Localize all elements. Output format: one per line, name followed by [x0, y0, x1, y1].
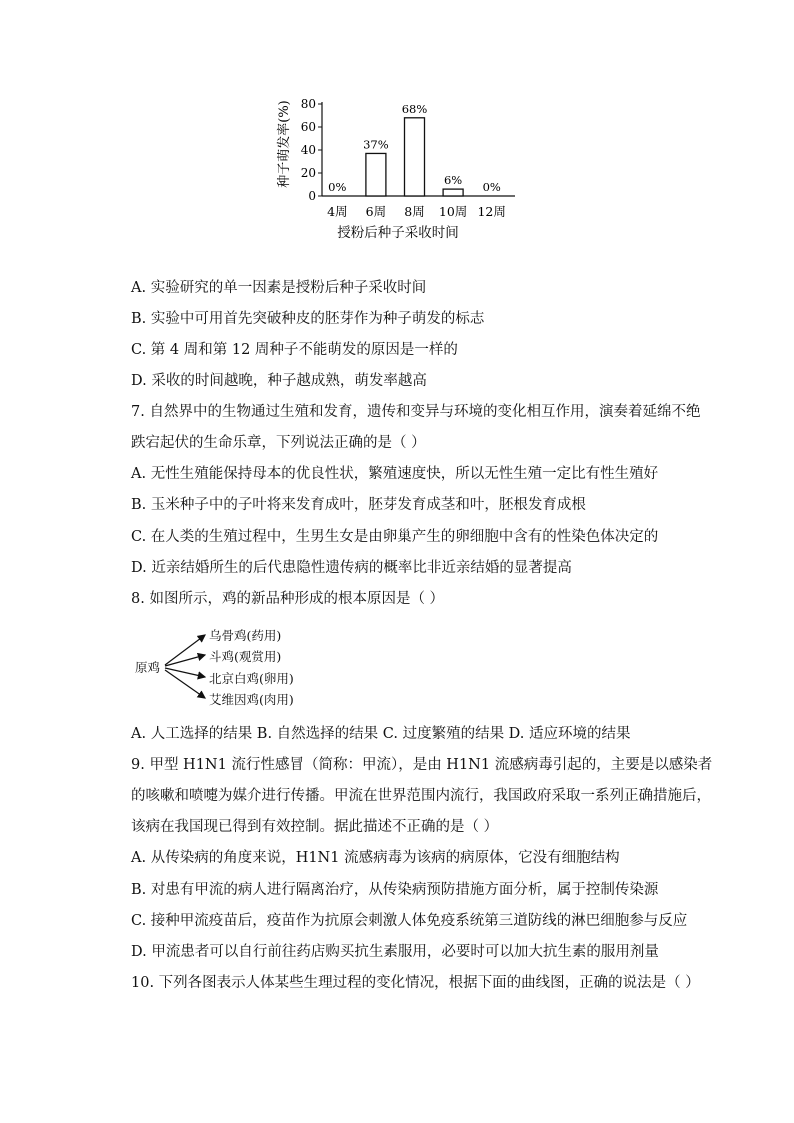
x-tick-label: 8周: [404, 204, 425, 219]
q9-option-d: D. 甲流患者可以自行前往药店购买抗生素服用，必要时可以加大抗生素的服用剂量: [131, 944, 659, 960]
q10-stem: 10. 下列各图表示人体某些生理过程的变化情况，根据下面的曲线图，正确的说法是（ ）: [131, 975, 700, 991]
q9-stem-line3: 该病在我国现已得到有效控制。据此描述不正确的是（ ）: [131, 819, 499, 835]
q9-option-a: A. 从传染病的角度来说，H1N1 流感病毒为该病的病原体，它没有细胞结构: [131, 850, 620, 866]
q9-stem-line2: 的咳嗽和喷嚏为媒介进行传播。甲流在世界范围内流行，我国政府采取一系列正确措施后，: [131, 788, 711, 804]
data-label: 68%: [401, 101, 428, 116]
y-tick-label: 20: [300, 166, 316, 180]
q9-option-c: C. 接种甲流疫苗后，疫苗作为抗原会刺激人体免疫系统第三道防线的淋巴细胞参与反应: [131, 913, 688, 929]
q9-option-b: B. 对患有甲流的病人进行隔离治疗，从传染病预防措施方面分析，属于控制传染源: [131, 882, 659, 898]
data-label: 0%: [482, 180, 501, 194]
data-label: 37%: [363, 137, 389, 152]
q7-option-d: D. 近亲结婚所生的后代患隐性遗传病的概率比非近亲结婚的显著提高: [131, 560, 572, 576]
diagram-target-4: 艾维因鸡(肉用): [209, 692, 294, 707]
q9-stem-line1: 9. 甲型 H1N1 流行性感冒（简称：甲流），是由 H1N1 流感病毒引起的，主要是以感染者: [131, 757, 713, 773]
diagram-target-1: 乌骨鸡(药用): [209, 628, 282, 643]
x-tick-label: 10周: [438, 204, 468, 219]
q7-stem-line1: 7. 自然界中的生物通过生殖和发育，遗传和变异与环境的变化相互作用，演奏着延绵不绝: [131, 404, 701, 420]
q7-option-a: A. 无性生殖能保持母本的优良性状，繁殖速度快，所以无性生殖一定比有性生殖好: [131, 466, 659, 482]
bar: [405, 118, 425, 196]
bar: [366, 153, 386, 196]
bar: [443, 189, 463, 196]
q6-option-b: B. 实验中可用首先突破种皮的胚芽作为种子萌发的标志: [131, 311, 485, 327]
y-tick-label: 60: [300, 120, 316, 134]
q7-option-b: B. 玉米种子中的子叶将来发育成叶，胚芽发育成茎和叶，胚根发育成根: [131, 497, 586, 513]
diagram-target-3: 北京白鸡(卵用): [209, 671, 294, 686]
q8-stem: 8. 如图所示，鸡的新品种形成的根本原因是（ ）: [131, 591, 445, 607]
diagram-target-2: 斗鸡(观赏用): [209, 649, 282, 664]
q6-option-d: D. 采收的时间越晚，种子越成熟，萌发率越高: [131, 373, 427, 389]
x-tick-label: 6周: [365, 204, 387, 219]
y-axis-label: 种子萌发率(%): [277, 100, 292, 188]
q7-option-c: C. 在人类的生殖过程中，生男生女是由卵巢产生的卵细胞中含有的性染色体决定的: [131, 529, 659, 545]
q6-option-a: A. 实验研究的单一因素是授粉后种子采收时间: [131, 280, 427, 296]
y-tick-label: 40: [300, 143, 316, 157]
y-tick-label: 0: [308, 189, 316, 203]
diagram-source: 原鸡: [135, 660, 161, 675]
chicken-breed-diagram: [131, 622, 351, 712]
q8-options: A. 人工选择的结果 B. 自然选择的结果 C. 过度繁殖的结果 D. 适应环境的结果: [131, 726, 631, 742]
x-tick-label: 12周: [477, 204, 506, 219]
data-label: 0%: [328, 180, 347, 194]
x-axis-title: 授粉后种子采收时间: [337, 225, 459, 241]
y-tick-label: 80: [300, 97, 316, 111]
q7-stem-line2: 跌宕起伏的生命乐章，下列说法正确的是（ ）: [131, 435, 426, 451]
x-tick-label: 4周: [327, 204, 348, 219]
data-label: 6%: [443, 173, 463, 188]
q6-option-c: C. 第 4 周和第 12 周种子不能萌发的原因是一样的: [131, 342, 458, 358]
germination-bar-chart: [270, 92, 530, 242]
